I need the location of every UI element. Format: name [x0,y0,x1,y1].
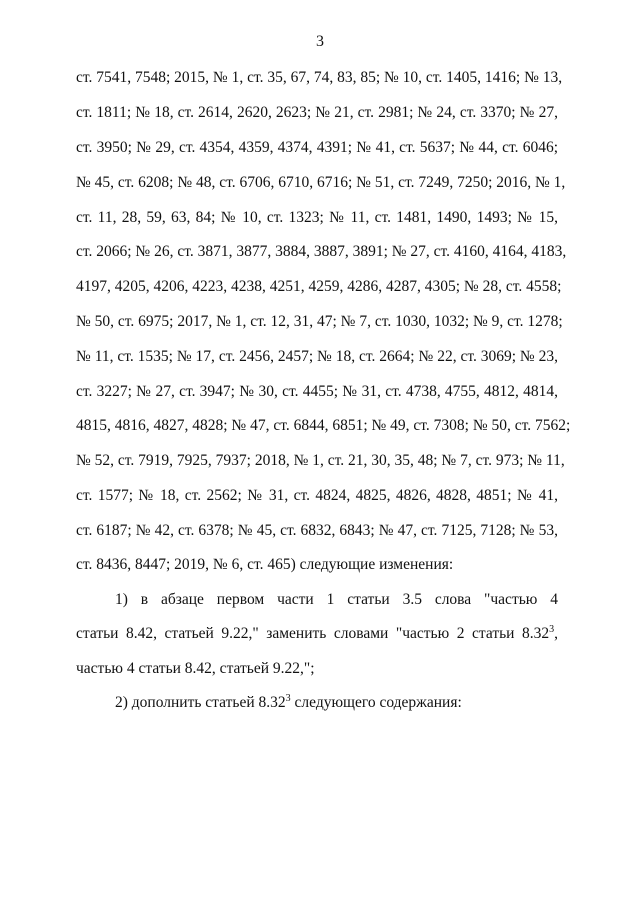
text-line: ст. 11, 28, 59, 63, 84; № 10, ст. 1323; № 11, ст. 1481, 1490, 1493; № 15, [76,209,558,226]
item-1-line-2-text: статьи 8.42, статьей 9.22," заменить словами "частью 2 статьи 8.32 [76,625,550,642]
text-line: 4815, 4816, 4827, 4828; № 47, ст. 6844, 6851; № 49, ст. 7308; № 50, ст. 7562; [76,417,571,434]
text-line: ст. 2066; № 26, ст. 3871, 3877, 3884, 3887, 3891; № 27, ст. 4160, 4164, 4183, [76,243,567,260]
superscript: 3 [549,624,555,635]
text-line: ст. 6187; № 42, ст. 6378; № 45, ст. 6832, 6843; № 47, ст. 7125, 7128; № 53, [76,522,558,539]
text-line: № 52, ст. 7919, 7925, 7937; 2018, № 1, ст. 21, 30, 35, 48; № 7, ст. 973; № 11, [76,452,565,469]
text-line: № 50, ст. 6975; 2017, № 1, ст. 12, 31, 47; № 7, ст. 1030, 1032; № 9, ст. 1278; [76,313,563,330]
text-line: ст. 7541, 7548; 2015, № 1, ст. 35, 67, 74, 83, 85; № 10, ст. 1405, 1416; № 13, [76,69,563,86]
item-2-tail: следующего содержания: [290,694,462,711]
item-1-line-1: 1) в абзаце первом части 1 статьи 3.5 слова "частью 4 [115,591,558,608]
text-line: ст. 1811; № 18, ст. 2614, 2620, 2623; № 21, ст. 2981; № 24, ст. 3370; № 27, [76,104,558,121]
item-1-line-2 [76,624,558,644]
text-line: ст. 3950; № 29, ст. 4354, 4359, 4374, 4391; № 41, ст. 5637; № 44, ст. 6046; [76,139,558,156]
text-line: 4197, 4205, 4206, 4223, 4238, 4251, 4259, 4286, 4287, 4305; № 28, ст. 4558; [76,278,562,295]
item-1-line-2-tail: , [554,625,558,642]
item-1-line-3: частью 4 статьи 8.42, статьей 9.22,"; [76,660,315,677]
text-line: ст. 1577; № 18, ст. 2562; № 31, ст. 4824, 4825, 4826, 4828, 4851; № 41, [76,487,558,504]
item-2-text: 2) дополнить статьей 8.32 [115,694,286,711]
item-2-line [115,693,558,713]
superscript: 3 [285,693,291,704]
text-line: ст. 8436, 8447; 2019, № 6, ст. 465) следующие изменения: [76,556,454,573]
text-line: № 45, ст. 6208; № 48, ст. 6706, 6710, 6716; № 51, ст. 7249, 7250; 2016, № 1, [76,174,566,191]
page-number: 3 [316,33,324,50]
text-line: ст. 3227; № 27, ст. 3947; № 30, ст. 4455; № 31, ст. 4738, 4755, 4812, 4814, [76,383,558,400]
text-line: № 11, ст. 1535; № 17, ст. 2456, 2457; № 18, ст. 2664; № 22, ст. 3069; № 23, [76,348,558,365]
